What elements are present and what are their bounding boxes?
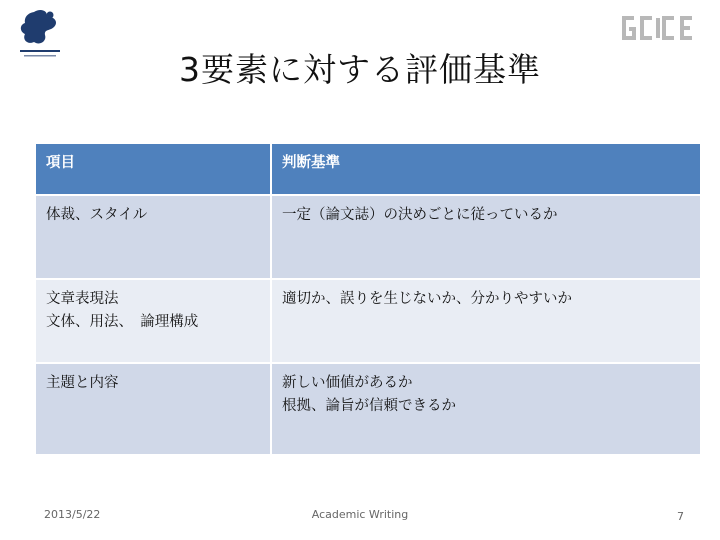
- criteria-text: 新しい価値があるか: [282, 375, 413, 391]
- gcice-logo: [618, 12, 700, 44]
- item-text: 主題と内容: [46, 375, 119, 391]
- criteria-cell: [272, 196, 700, 280]
- footer-date: 2013/5/22: [44, 508, 101, 521]
- slide-title: 3要素に対する評価基準: [179, 50, 541, 89]
- table-header-row: [36, 144, 700, 196]
- item-text: 文体、用法、 論理構成: [46, 314, 199, 330]
- table-row: [36, 196, 700, 280]
- item-cell: [36, 280, 272, 364]
- item-cell: [36, 364, 272, 456]
- header-criteria: 判断基準: [272, 144, 700, 196]
- criteria-text: 根拠、論旨が信頼できるか: [282, 398, 456, 414]
- criteria-cell: [272, 364, 700, 456]
- table-row: [36, 364, 700, 456]
- item-cell: [36, 196, 272, 280]
- item-text: 体裁、スタイル: [46, 207, 148, 223]
- criteria-cell: [272, 280, 700, 364]
- criteria-table: [36, 144, 700, 456]
- item-text: 文章表現法: [46, 291, 119, 307]
- criteria-text: 適切か、誤りを生じないか、分かりやすいか: [282, 291, 572, 307]
- footer-title: Academic Writing: [311, 508, 409, 521]
- page-number: 7: [677, 510, 684, 523]
- criteria-text: 一定（論文誌）の決めごとに従っているか: [282, 207, 558, 223]
- table-row: [36, 280, 700, 364]
- header-item: 項目: [36, 144, 272, 196]
